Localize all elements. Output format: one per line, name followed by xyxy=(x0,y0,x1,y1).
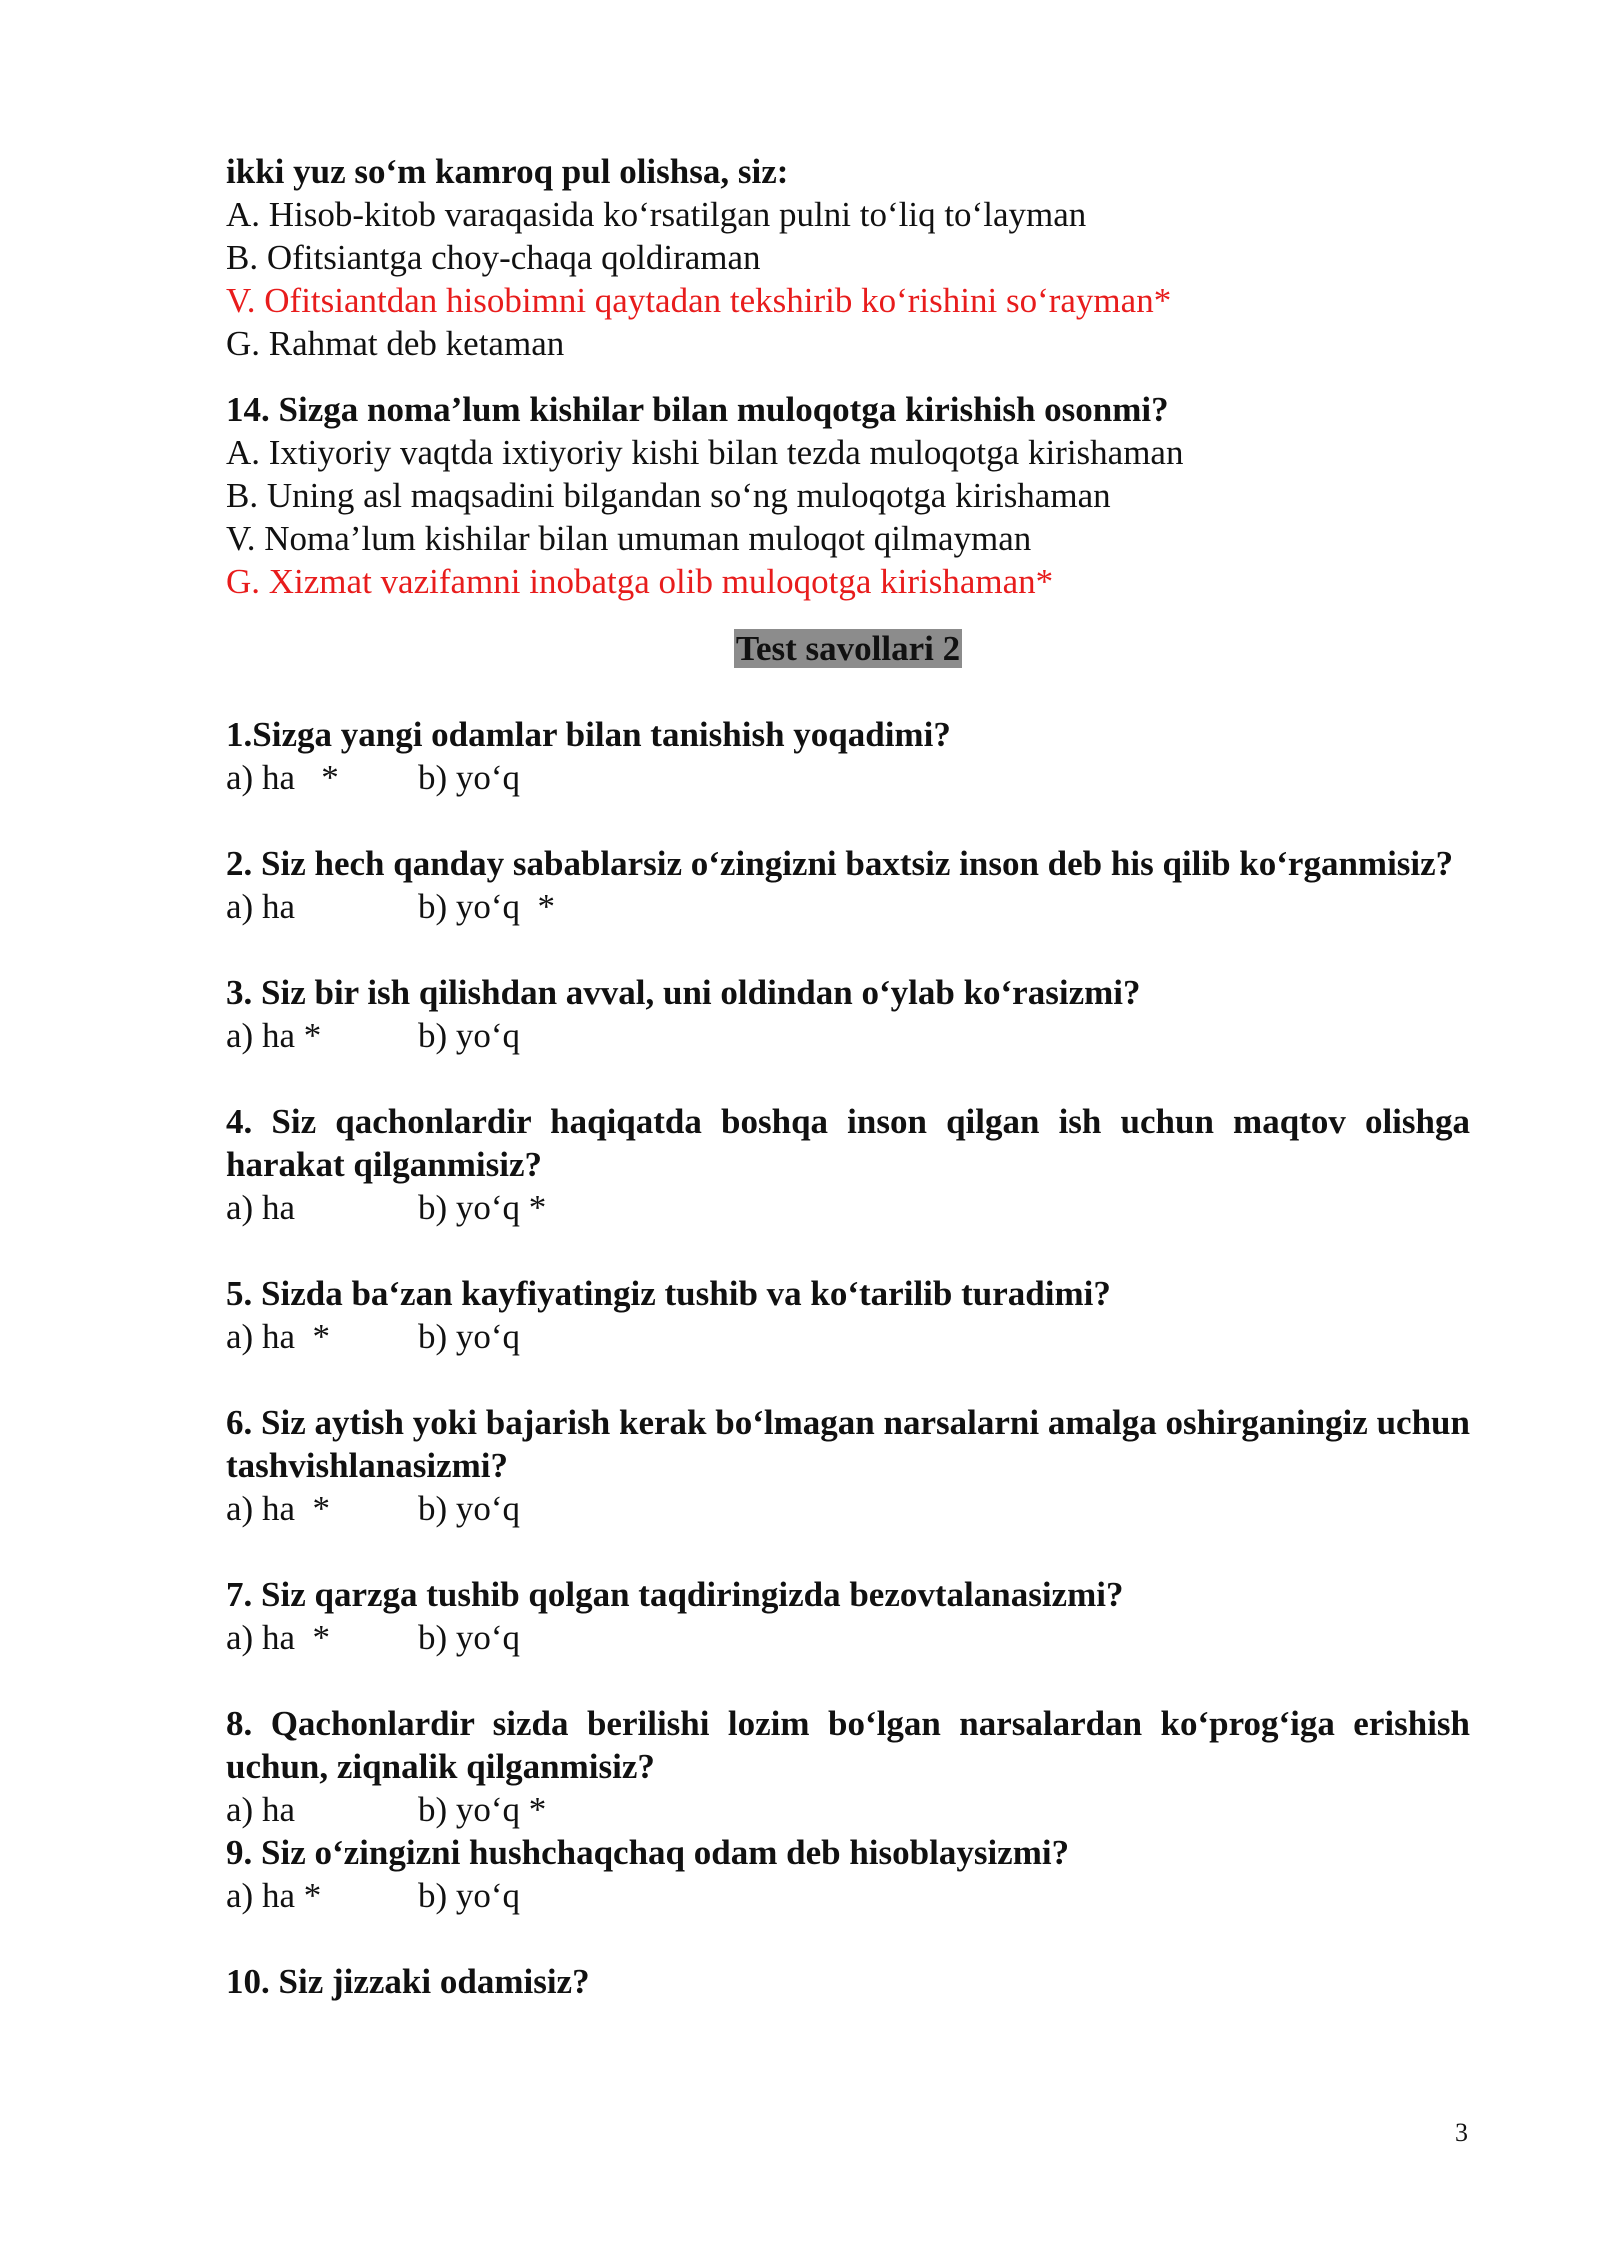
test-question-5 xyxy=(226,1272,1470,1358)
test-question-2 xyxy=(226,842,1470,928)
question-14-block xyxy=(226,388,1470,603)
test-question-9 xyxy=(226,1831,1470,1917)
answer-b: b) yo‘q xyxy=(418,1489,521,1528)
answer-b: b) yo‘q xyxy=(418,758,521,797)
document-body xyxy=(226,150,1470,2046)
question-text: 1.Sizga yangi odamlar bilan tanishish yoqadimi? xyxy=(226,715,951,754)
answer-b: b) yo‘q xyxy=(418,1016,521,1055)
section-heading: Test savollari 2 xyxy=(735,629,961,668)
question-14-text: 14. Sizga noma’lum kishilar bilan muloqotga kirishish osonmi? xyxy=(226,390,1169,429)
option-v: V. Noma’lum kishilar bilan umuman muloqot qilmayman xyxy=(226,519,1032,558)
answer-b: b) yo‘q * xyxy=(418,887,556,926)
answer-a: a) ha xyxy=(226,887,295,926)
option-v-correct: V. Ofitsiantdan hisobimni qaytadan tekshirib ko‘rishini so‘rayman* xyxy=(226,281,1172,320)
question-text: 5. Sizda ba‘zan kayfiyatingiz tushib va ko‘tarilib turadimi? xyxy=(226,1274,1111,1313)
option-b: B. Uning asl maqsadini bilgandan so‘ng muloqotga kirishaman xyxy=(226,476,1111,515)
answer-a: a) ha * xyxy=(226,1618,330,1657)
option-a: A. Hisob-kitob varaqasida ko‘rsatilgan pulni to‘liq to‘layman xyxy=(226,195,1087,234)
option-a: A. Ixtiyoriy vaqtda ixtiyoriy kishi bilan tezda muloqotga kirishaman xyxy=(226,433,1184,472)
option-b: B. Ofitsiantga choy-chaqa qoldiraman xyxy=(226,238,761,277)
test-question-10 xyxy=(226,1960,1470,2003)
answer-row xyxy=(226,1874,1470,1917)
answer-row xyxy=(226,885,1470,928)
answer-a: a) ha xyxy=(226,1188,295,1227)
question-text: 3. Siz bir ish qilishdan avval, uni oldindan o‘ylab ko‘rasizmi? xyxy=(226,973,1141,1012)
answer-a: a) ha * xyxy=(226,1489,330,1528)
option-g: G. Rahmat deb ketaman xyxy=(226,324,565,363)
test-question-4 xyxy=(226,1100,1470,1229)
answer-a: a) ha * xyxy=(226,758,339,797)
question-13-block xyxy=(226,150,1470,365)
question-text: 6. Siz aytish yoki bajarish kerak bo‘lmagan narsalarni amalga oshirganingiz uchun tashvishlanasizmi? xyxy=(226,1403,1470,1485)
question-text: 2. Siz hech qanday sabablarsiz o‘zingizni baxtsiz inson deb his qilib ko‘rganmisiz? xyxy=(226,844,1454,883)
section-heading-wrap xyxy=(226,627,1470,670)
answer-a: a) ha xyxy=(226,1790,295,1829)
option-g-correct: G. Xizmat vazifamni inobatga olib muloqotga kirishaman* xyxy=(226,562,1054,601)
answer-row xyxy=(226,756,1470,799)
answer-row xyxy=(226,1315,1470,1358)
question-text: 7. Siz qarzga tushib qolgan taqdiringizda bezovtalanasizmi? xyxy=(226,1575,1124,1614)
test-question-3 xyxy=(226,971,1470,1057)
answer-a: a) ha * xyxy=(226,1016,322,1055)
answer-b: b) yo‘q xyxy=(418,1618,521,1657)
question-text: 4. Siz qachonlardir haqiqatda boshqa inson qilgan ish uchun maqtov olishga harakat qilganmisiz? xyxy=(226,1102,1470,1184)
answer-a: a) ha * xyxy=(226,1317,330,1356)
answer-b: b) yo‘q * xyxy=(418,1790,547,1829)
answer-row xyxy=(226,1616,1470,1659)
question-text: 8. Qachonlardir sizda berilishi lozim bo‘lgan narsalardan ko‘prog‘iga erishish uchun, ziqnalik qilganmisiz? xyxy=(226,1704,1470,1786)
answer-row xyxy=(226,1014,1470,1057)
answer-b: b) yo‘q xyxy=(418,1876,521,1915)
test-question-7 xyxy=(226,1573,1470,1659)
answer-a: a) ha * xyxy=(226,1876,322,1915)
answer-row xyxy=(226,1186,1470,1229)
answer-row xyxy=(226,1487,1470,1530)
page-number: 3 xyxy=(1455,2118,1468,2147)
question-13-text: ikki yuz so‘m kamroq pul olishsa, siz: xyxy=(226,152,789,191)
test-question-1 xyxy=(226,713,1470,799)
test-question-8 xyxy=(226,1702,1470,1831)
test-question-6 xyxy=(226,1401,1470,1530)
question-text: 10. Siz jizzaki odamisiz? xyxy=(226,1962,590,2001)
answer-row xyxy=(226,1788,1470,1831)
question-text: 9. Siz o‘zingizni hushchaqchaq odam deb hisoblaysizmi? xyxy=(226,1833,1070,1872)
answer-b: b) yo‘q xyxy=(418,1317,521,1356)
answer-b: b) yo‘q * xyxy=(418,1188,547,1227)
